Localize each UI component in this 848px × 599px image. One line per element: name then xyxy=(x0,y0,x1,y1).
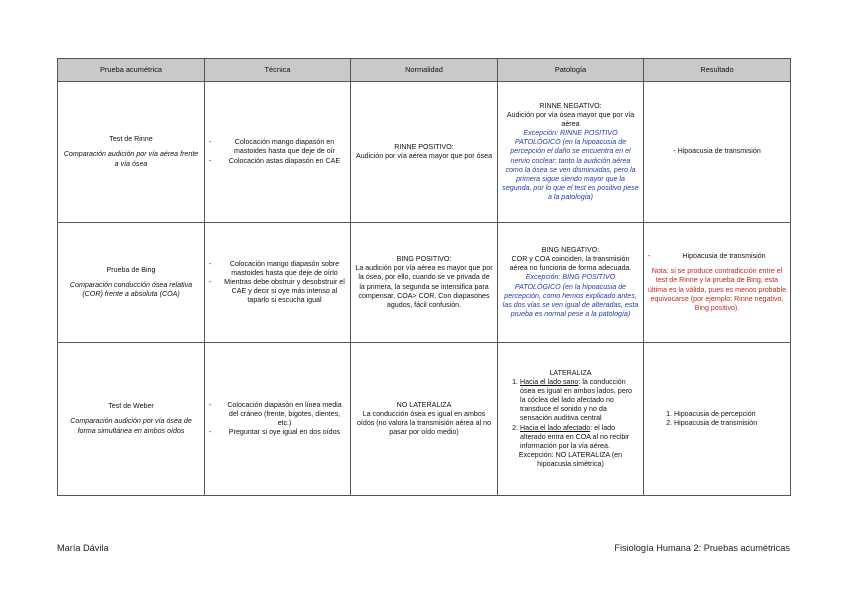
weber-resultado-list xyxy=(648,410,786,428)
bing-patologia-cell xyxy=(498,223,644,343)
bing-pat-title: BING NEGATIVO: xyxy=(541,246,600,255)
bing-resultado-cell xyxy=(644,223,791,343)
weber-patologia-cell xyxy=(498,343,644,496)
weber-prueba-cell xyxy=(58,343,205,496)
footer-title: Fisiología Humana 2: Pruebas acumétricas xyxy=(614,543,790,553)
rinne-tecnica-1: - Colocación mango diapasón en mastoides hasta que deje de oír xyxy=(209,138,346,156)
weber-pat-1-underlined: Hacia el lado sano xyxy=(520,378,579,387)
table-row-rinne xyxy=(58,82,791,223)
bing-normal-text: La audición por vía aérea es mayor que por la ósea, por ello, cuando se ve privada de la primera, la segunda se intensifica para compensar, COA> COR. Con diapasones agudos, fácil confusión. xyxy=(355,264,493,309)
weber-pat-list xyxy=(502,378,639,451)
header-patologia: Patología xyxy=(498,59,644,82)
weber-subtitle: Comparación audición por vía ósea de forma simultánea en ambos oídos xyxy=(70,417,192,435)
rinne-normal-cell xyxy=(351,82,498,223)
table-row-bing xyxy=(58,223,791,343)
rinne-subtitle: Comparación audición por vía aérea frente a vía ósea xyxy=(63,150,199,168)
rinne-resultado: - Hipoacusia de transmisión xyxy=(673,147,761,156)
weber-pat-excepcion: Excepción: NO LATERALIZA (en hipoacusia simétrica) xyxy=(518,450,623,468)
bing-resultado-item: - Hipoacusia de transmisión xyxy=(648,252,786,261)
bing-subtitle: Comparación conducción ósea relativa (COR) frente a absoluta (COA) xyxy=(69,280,193,299)
rinne-normal-title: RINNE POSITIVO: xyxy=(394,142,454,151)
bing-normal-title: BING POSITIVO: xyxy=(396,255,452,264)
rinne-name: Test de Rinne xyxy=(109,135,153,144)
weber-pat-2-underlined: Hacia el lado afectado xyxy=(520,423,591,432)
rinne-patologia-cell xyxy=(498,82,644,223)
weber-normal-title: NO LATERALIZA xyxy=(396,400,452,409)
rinne-pat-text: Audición por vía ósea mayor que por vía aérea xyxy=(506,111,635,129)
acumetric-tests-table xyxy=(57,58,791,496)
weber-pat-2-text: : el lado alterado entra en COA al no recibir información por la vía aérea. xyxy=(520,423,630,450)
weber-resultado-2: 2. Hipoacusia de transmisión xyxy=(674,419,786,428)
weber-resultado-1: 1. Hipoacusia de percepción xyxy=(674,410,786,419)
bing-tecnica-cell xyxy=(205,223,351,343)
footer-author: María Dávila xyxy=(57,543,109,553)
weber-pat-1-text: : la conducción ósea es igual en ambos lados, pero la cóclea del lado afectado no transduce el sonido y no da sensación auditiva central xyxy=(520,378,632,423)
rinne-pat-title: RINNE NEGATIVO: xyxy=(539,102,602,111)
header-prueba: Prueba acumétrica xyxy=(58,59,205,82)
rinne-pat-excepcion: Excepción: RINNE POSITIVO PATOLÓGICO (en la hipoacusia de percepción el daño se encuentra en el nervio coclear: tanto la audición aérea como la ósea se ven disminuidas, pero la primera sigue siendo mayor que la segunda, por lo que el test es positivo pese a la patología) xyxy=(502,129,639,201)
rinne-resultado-cell xyxy=(644,82,791,223)
rinne-normal-text: Audición por vía aérea mayor que por ósea xyxy=(355,152,493,160)
rinne-prueba-cell xyxy=(58,82,205,223)
weber-pat-item-1 xyxy=(520,378,639,423)
header-normalidad: Normalidad xyxy=(351,59,498,82)
weber-tecnica-1: - Colocación diapasón en línea media del cráneo (frente, bigotes, dientes, etc.) xyxy=(209,401,346,428)
rinne-tecnica-2: - Colocación astas diapasón en CAE xyxy=(209,157,346,166)
bing-prueba-cell xyxy=(58,223,205,343)
bing-name: Prueba de Bing xyxy=(106,265,156,274)
weber-tecnica-cell xyxy=(205,343,351,496)
bing-normal-cell xyxy=(351,223,498,343)
bing-pat-excepcion: Excepción: BING POSITIVO PATOLÓGICO (en la hipoacusia de percepción, como hemos explicado antes, las dos vías se ven igual de alteradas, esta prueba es normal pese a la patología) xyxy=(502,273,639,318)
bing-tecnica-2: - Mientras debe obstruir y desobstruir el CAE y decir si oye más intenso al taparlo si escucha igual xyxy=(209,278,346,305)
table-row-weber xyxy=(58,343,791,496)
weber-pat-title: LATERALIZA xyxy=(549,369,592,378)
bing-pat-text: COR y COA coinciden, la transmisión aérea no funciona de forma adecuada. xyxy=(509,255,632,273)
weber-normal-cell xyxy=(351,343,498,496)
weber-resultado-cell xyxy=(644,343,791,496)
bing-tecnica-1: - Colocación mango diapasón sobre mastoides hasta que deje de oírlo xyxy=(209,260,346,278)
weber-name: Test de Weber xyxy=(108,402,154,411)
weber-pat-item-2 xyxy=(520,424,639,451)
bing-resultado-nota: Nota: si se produce contradicción entre el test de Rinne y la prueba de Bing, esta última es la válida, pues es menos probable equivocarse (por ejemplo: Rinne negativo, Bing positivo). xyxy=(648,267,787,312)
weber-tecnica-2: - Preguntar si oye igual en dos oídos xyxy=(209,428,346,437)
table-header-row xyxy=(58,59,791,82)
header-resultado: Resultado xyxy=(644,59,791,82)
weber-normal-text: La conducción ósea es igual en ambos oídos (no valora la transmisión aérea al no pasar por oído medio) xyxy=(356,409,492,437)
header-tecnica: Técnica xyxy=(205,59,351,82)
rinne-tecnica-cell xyxy=(205,82,351,223)
